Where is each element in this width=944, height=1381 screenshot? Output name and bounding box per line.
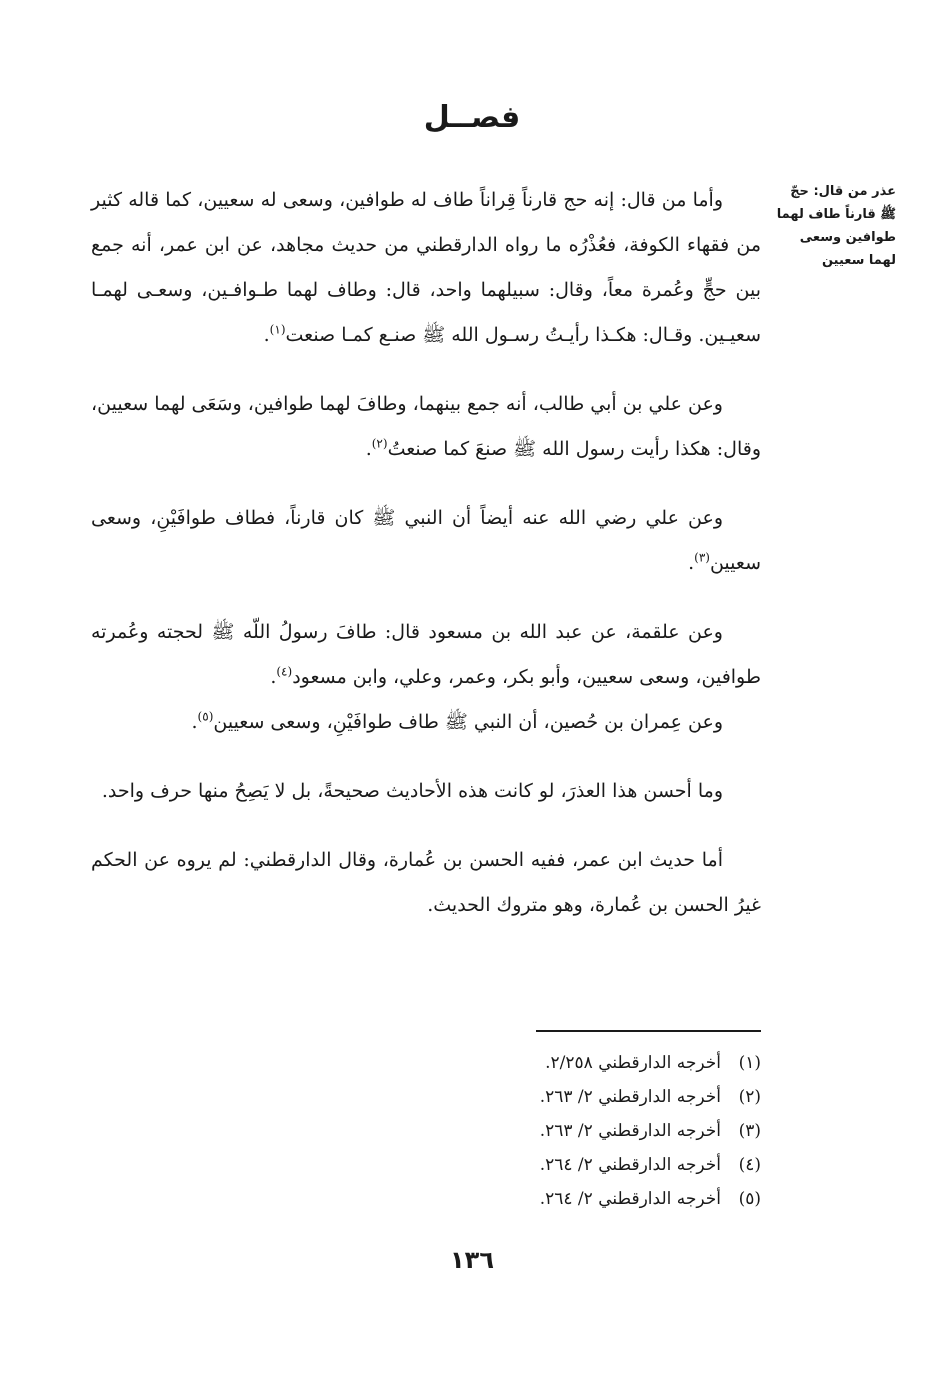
footnote-ref[interactable]: (٥) (197, 709, 214, 724)
paragraph-1: وأما من قال: إنه حج قارناً قِراناً طاف له طوافين، وسعى له سعيين، كما قاله كثير من فقهاء الكوفة، فعُذْرُه ما رواه الدارقطني من حديث مجاهد، عن ابن عمر، أنه جمع بين حجٍّ وعُمرة معاً، وقال: سبيلهما واحد، قال: وطاف لهما طـوافـين، وسعـى لهمـا سعيـين. وقـال: هكـذا رأيـتُ رسـول الله ﷺ صنـع كمـا صنعت$^{(١)}$. (91, 189, 761, 346)
footnotes-list (361, 1046, 761, 1216)
footnote-number: (١) (738, 1053, 761, 1073)
footnote-text: أخرجه الدارقطني ٢/ ٢٦٤. (539, 1189, 721, 1209)
footnote-text: أخرجه الدارقطني ٢/ ٢٦٣. (539, 1087, 721, 1107)
paragraph-text: وعن علي بن أبي طالب، أنه جمع بينهما، وطافَ لهما طوافين، وسَعَى لهما سعيين، وقال: هكذا رأيت رسول الله ﷺ صنعَ كما صنعتُ (91, 393, 761, 460)
footnote-ref[interactable]: (٣) (694, 550, 710, 565)
footnote-item (361, 1114, 761, 1148)
footnote-item (361, 1148, 761, 1182)
footnote-item (361, 1046, 761, 1080)
paragraph-2: وعن علي بن أبي طالب، أنه جمع بينهما، وطافَ لهما طوافين، وسَعَى لهما سعيين، وقال: هكذا رأيت رسول الله ﷺ صنعَ كما صنعتُ$^{(٢)}$. (91, 393, 761, 460)
paragraph-6 (91, 769, 761, 814)
footnote-divider (536, 1030, 761, 1032)
main-text (91, 178, 761, 952)
footnote-ref[interactable]: (١) (269, 322, 286, 337)
footnote-ref[interactable]: (٢) (371, 436, 388, 451)
paragraph-text: وأما من قال: إنه حج قارناً قِراناً طاف له طوافين، وسعى له سعيين، كما قاله كثير من فقهاء الكوفة، فعُذْرُه ما رواه الدارقطني من حديث مجاهد، عن ابن عمر، أنه جمع بين حجٍّ وعُمرة معاً، وقال: سبيلهما واحد، قال: وطاف لهما طـوافـين، وسعـى لهمـا سعيـين. وقـال: هكـذا رأيـتُ رسـول الله ﷺ صنـع كمـا صنعت (91, 189, 761, 346)
footnote-text: أخرجه الدارقطني ٢/ ٢٦٤. (539, 1155, 721, 1175)
paragraph-text: وعن علي رضي الله عنه أيضاً أن النبي ﷺ كان قارناً، فطاف طوافَيْنِ، وسعى سعيين (91, 507, 761, 574)
footnote-number: (٢) (738, 1087, 761, 1107)
footnote-ref[interactable]: (٤) (276, 664, 293, 679)
footnote-number: (٣) (738, 1121, 761, 1141)
paragraph-text: وعن علقمة، عن عبد الله بن مسعود قال: طافَ رسولُ اللّه ﷺ لحجته وعُمرته طوافين، وسعى سعيين، وأبو بكر، وعمر، وعلي، وابن مسعود (91, 621, 761, 688)
footnote-item (361, 1182, 761, 1216)
chapter-heading: فصــل (423, 100, 521, 135)
paragraph-5: وعن عِمران بن حُصين، أن النبي ﷺ طاف طوافَيْنِ، وسعى سعيين$^{(٥)}$. (191, 709, 723, 733)
paragraph-text: وما أحسن هذا العذرَ، لو كانت هذه الأحاديث صحيحةً، بل لا يَصِحُ منها حرف واحد. (101, 780, 723, 802)
paragraph-3: وعن علي رضي الله عنه أيضاً أن النبي ﷺ كان قارناً، فطاف طوافَيْنِ، وسعى سعيين$^{(٣)}$. (91, 507, 761, 574)
paragraph-text: وعن عِمران بن حُصين، أن النبي ﷺ طاف طوافَيْنِ، وسعى سعيين (213, 711, 723, 733)
footnote-item (361, 1080, 761, 1114)
margin-note: عذر من قال: حجّ ﷺ قارناً طاف لهما طوافين وسعى لهما سعيين (776, 184, 896, 268)
paragraph-text: أما حديث ابن عمر، ففيه الحسن بن عُمارة، وقال الدارقطني: لم يروه عن الحكم غيرُ الحسن بن عُمارة، وهو متروك الحديث. (91, 849, 761, 916)
paragraph-7 (91, 838, 761, 928)
footnote-number: (٥) (738, 1189, 761, 1209)
paragraph-4: وعن علقمة، عن عبد الله بن مسعود قال: طافَ رسولُ اللّه ﷺ لحجته وعُمرته طوافين، وسعى سعيين، وأبو بكر، وعمر، وعلي، وابن مسعود$^{(٤)}$. (91, 621, 761, 688)
footnote-text: أخرجه الدارقطني ٢/٢٥٨. (545, 1053, 721, 1073)
footnote-number: (٤) (738, 1155, 761, 1175)
footnote-text: أخرجه الدارقطني ٢/ ٢٦٣. (539, 1121, 721, 1141)
page-number: ١٣٦ (450, 1246, 494, 1274)
